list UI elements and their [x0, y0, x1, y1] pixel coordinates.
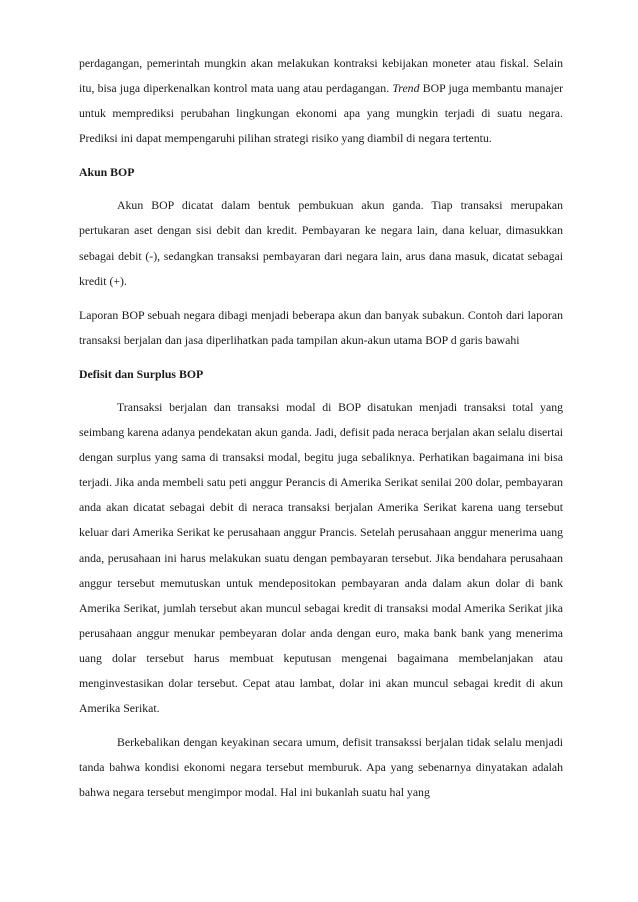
paragraph-laporan-bop: Laporan BOP sebuah negara dibagi menjadi beberapa akun dan banyak subakun. Contoh dari laporan transaksi berjalan dan jasa diperlihatkan pada tampilan akun-akun utama BOP d garis bawahi	[79, 307, 563, 347]
paragraph-text: BOP juga membantu manajer untuk memprediksi perubahan lingkungan ekonomi apa yang mungkin terjadi di suatu negara. Prediksi ini dapat mempengaruhi pilihan strategi risiko yang diambil di negara tertentu.	[79, 81, 563, 146]
document-body	[79, 51, 563, 814]
paragraph-trend-bop	[79, 51, 563, 151]
paragraph-transaksi-berjalan: Transaksi berjalan dan transaksi modal di BOP disatukan menjadi transaksi total yang seimbang karena adanya pendekatan akun ganda. Jadi, defisit pada neraca berjalan akan selalu disertai dengan surplus yang sama di transaksi modal, begitu juga sebaliknya. Perhatikan bagaimana ini bisa terjadi. Jika anda membeli satu peti anggur Perancis di Amerika Serikat senilai 200 dolar, pembayaran anda akan dicatat sebagai debit di neraca transaksi berjalan Amerika Serikat karena uang tersebut keluar dari Amerika Serikat ke perusahaan anggur Prancis. Setelah perusahaan anggur menerima uang anda, perusahaan ini harus melakukan suatu dengan pembayaran tersebut. Jika bendahara perusahaan anggur tersebut memutuskan untuk mendepositokan pembayaran anda dalam akun dolar di bank Amerika Serikat, jumlah tersebut akan muncul sebagai kredit di transaksi modal Amerika Serikat jika perusahaan anggur menukar pembeyaran dolar anda dengan euro, maka bank bank yang menerima uang dolar tersebut harus membuat keputusan mengenai bagaimana membelanjakan atau menginvestasikan dolar tersebut. Cepat atau lambat, dolar ini akan muncul sebagai kredit di akun Amerika Serikat.	[79, 399, 563, 716]
paragraph-text: perdagangan, pemerintah mungkin akan melakukan kontraksi kebijakan moneter atau fiskal. Selain itu, bisa juga diperkenalkan kontrol mata uang atau perdagangan.	[79, 56, 563, 96]
italic-term: Trend	[392, 81, 420, 96]
paragraph-berkebalikan: Berkebalikan dengan keyakinan secara umum, defisit transakssi berjalan tidak selalu menjadi tanda bahwa kondisi ekonomi negara tersebut memburuk. Apa yang sebenarnya dinyatakan adalah bahwa negara tersebut mengimpor modal. Hal ini bukanlah suatu hal yang	[79, 735, 563, 800]
section-heading-akun-bop: Akun BOP	[79, 165, 135, 180]
paragraph-akun-bop: Akun BOP dicatat dalam bentuk pembukuan akun ganda. Tiap transaksi merupakan pertukaran aset dengan sisi debit dan kredit. Pembayaran ke negara lain, dana keluar, dimasukkan sebagai debit (-), sedangkan transaksi pembayaran dari negara lain, arus dana masuk, dicatat sebagai kredit (+).	[79, 198, 563, 288]
section-heading-defisit-surplus: Defisit dan Surplus BOP	[79, 366, 204, 381]
